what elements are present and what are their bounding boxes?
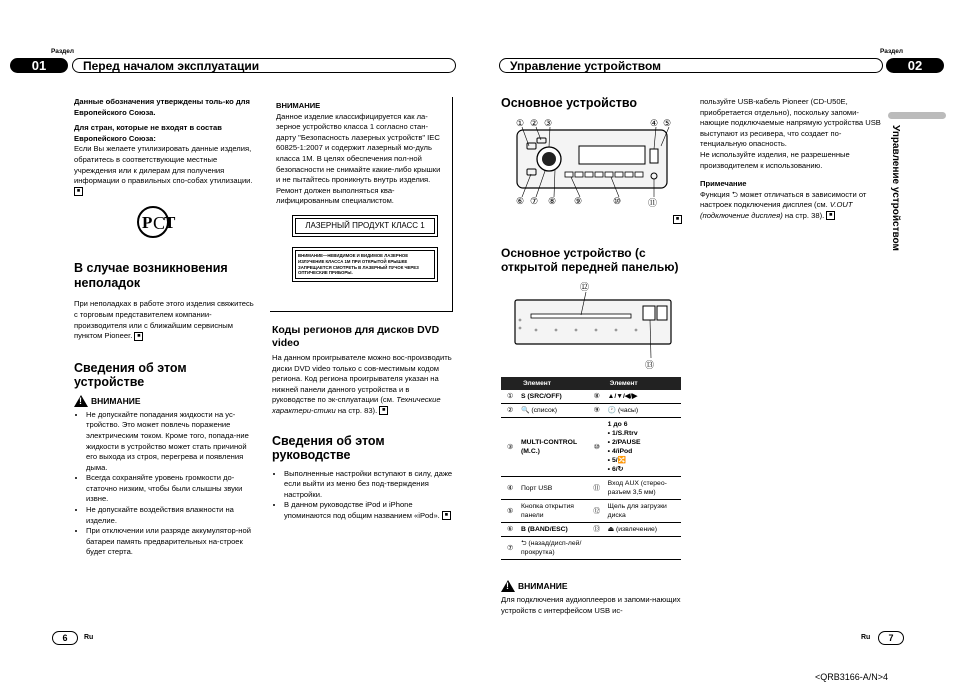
column-2-lower [272, 324, 453, 522]
table-row: ③ MULTI-CONTROL (M.C.) ⑩ 1 до 6 • 1/S.Rtrv • 2/PAUSE • 4/iPod • 5/🔀 • 6/↻ [501, 418, 681, 477]
eu-note: Данные обозначения утверждены толь-ко для Европейского Союза. [74, 97, 250, 117]
callout: ② [530, 118, 539, 128]
section-label-right: Раздел [880, 48, 904, 55]
column-1 [74, 97, 259, 558]
callout: ⑥ [516, 196, 525, 206]
list-item: • Всегда сохраняйте уровень громкости до-статочно низким, чтобы были слышны звуки извне. [86, 473, 259, 505]
open-panel-diagram [511, 280, 676, 370]
table-header: Элемент [501, 377, 588, 390]
doc-code: <QRB3166-A/N>4 [815, 672, 889, 682]
end-mark-icon: ■ [74, 187, 83, 196]
fault-text: При неполадках в работе этого изделия свяжитесь с торговым представителем компании-производителя или с ближайшим сервисным пунктом Pioneer. ■ [74, 299, 254, 341]
end-mark-icon: ■ [673, 215, 682, 224]
callout: ⑪ [648, 198, 658, 208]
manual-list [272, 469, 453, 522]
callout: ⑨ [574, 196, 583, 206]
manual-heading: Сведения об этом руководстве [272, 433, 385, 463]
device-info-heading: Сведения об этом устройстве [74, 360, 187, 390]
section-title-left: Перед началом эксплуатации [72, 58, 456, 73]
table-row: ① S (SRC/OFF) ⑧ ▲/▼/◀/▶ [501, 390, 681, 404]
warning-icon [501, 580, 515, 592]
pct-logo [136, 205, 184, 239]
callout: ⑤ [663, 118, 672, 128]
end-mark-icon: ■ [379, 406, 388, 415]
list-item: • В данном руководстве iPod и iPhone упоминаются под общим названием «iPod». ■ [284, 500, 453, 521]
usb-cable-text: пользуйте USB-кабель Pioneer (CD-U50E, приобретается отдельно), поскольку запоми-нающие подключаемые напрямую устройства USB выступают из ресивера, что создает по-тенциальную опасность. [700, 97, 881, 149]
note-text: Функция ⮌ может отличаться в зависимости от настроек подключения дисплея (см. V.OUT (подключение дисплея) на стр. 38). ■ [700, 189, 867, 220]
table-row: ⑥ B (BAND/ESC) ⑬ ⏏ (извлечение) [501, 523, 681, 537]
table-row: ② 🔍 (список) ⑨ 🕐 (часы) [501, 404, 681, 418]
section-title-right: Управление устройством [499, 58, 883, 73]
region-heading: Коды регионов для дисков DVD video [272, 324, 440, 349]
list-item: • При отключении или разряде аккумулятор-ной батареи память предварительных на-строек будет стерта. [86, 526, 259, 558]
elements-table [501, 377, 681, 560]
callout: ⑫ [580, 282, 590, 292]
open-panel-heading: Основное устройство (с открытой передней панелью) [501, 246, 679, 274]
end-mark-icon: ■ [826, 211, 835, 220]
laser-warning-title: ВНИМАНИЕ [276, 101, 321, 110]
callout: ⑧ [548, 196, 557, 206]
disposal-text: Если Вы желаете утилизировать данные изделия, обратитесь в соответствующие местные учреждения или к дилерам для получения информации о правильных спо-собах утилизации. ■ [74, 144, 253, 195]
fault-heading: В случае возникновения неполадок [74, 261, 228, 290]
usb-warning-header: ! ВНИМАНИЕ [501, 580, 568, 592]
section-number-left: 01 [10, 58, 68, 73]
callout: ③ [544, 118, 553, 128]
end-mark-icon: ■ [442, 511, 451, 520]
page-number-right: 7 [878, 631, 904, 645]
device-warnings-list [74, 410, 259, 558]
main-unit-diagram [511, 116, 676, 208]
laser-warning-box [270, 97, 453, 312]
callout: ① [516, 118, 525, 128]
list-item: • Не допускайте попадания жидкости на ус-тройство. Это может повлечь поражение электрическим током. Кроме того, попада-ние жидкости в устройство может стать причиной его выхода из строя, перегрева и появления дыма. [86, 410, 259, 474]
table-row: ④ Порт USB ⑪ Вход AUX (стерео-разъем 3,5 мм) [501, 477, 681, 500]
section-label-left: Раздел [51, 48, 75, 55]
end-mark-icon: ■ [134, 332, 143, 341]
callout: ⑦ [530, 196, 539, 206]
side-tab: Управление устройством [890, 125, 901, 251]
callout: ⑩ [613, 196, 622, 206]
laser-warning-text: Данное изделие классифицируется как ла-зерное устройство класса 1 согласно стан-дарту "Безопасность лазерных устройств" IEC 60825-1:2007 и содержит лазерный мо-дуль класса 1M. В целях обеспечения пол-ной безопасности не снимайте какие-либо крышки и не пытайтесь проникнуть внутрь изделия. Ремонт должен выполняться ква-лифицированным специалистом. [276, 111, 441, 206]
warning-icon [74, 395, 88, 407]
note-heading: Примечание [700, 179, 747, 189]
main-unit-heading: Основное устройство [501, 96, 638, 110]
region-text: На данном проигрывателе можно вос-производить диски DVD video только с сов-местимым кодом региона. Код региона проигрывателя указан на нижней панели данного устройства и в руководстве по эк-сплуатации (см. Технические характери-стики на стр. 83). ■ [272, 353, 452, 415]
unauthorized-text: Не используйте изделия, не разрешенные производителем к использованию. [700, 149, 850, 170]
svg-text:P: P [142, 213, 153, 233]
callout: ⑬ [645, 360, 655, 370]
lang-right: Ru [861, 634, 871, 641]
laser-label: ЛАЗЕРНЫЙ ПРОДУКТ КЛАСС 1 [292, 215, 438, 237]
lang-left: Ru [84, 634, 94, 641]
list-item: • Не допускайте воздействия влажности на изделие. [86, 505, 259, 526]
table-header: Элемент [588, 377, 681, 390]
usb-warning-text: Для подключения аудиоплееров и запоми-нающих устройств с интерфейсом USB ис- [501, 595, 681, 615]
elements-table-wrap [501, 377, 681, 560]
page-number-left: 6 [52, 631, 78, 645]
table-row: ⑦ ⮌ (назад/дисп-лей/прокрутка) [501, 537, 681, 560]
laser-caution-label: ВНИМАНИЕ—НЕВИДИМОЕ И ВИДИМОЕ ЛАЗЕРНОЕ ИЗЛУЧЕНИЕ КЛАССА 1M ПРИ ОТКРЫТОЙ КРЫШКЕ ЗАПРЕЩАЕТСЯ СМОТРЕТЬ В ЛАЗЕРНЫЙ ПУЧОК ЧЕРЕЗ ОПТИЧЕСКИЕ ПРИБОРЫ. [292, 247, 438, 282]
callout: ④ [650, 118, 659, 128]
section-number-right: 02 [886, 58, 944, 73]
side-tab-bar [888, 112, 946, 119]
svg-text:T: T [164, 213, 176, 233]
warning-header: ! ВНИМАНИЕ [74, 395, 259, 407]
non-eu-heading: Для стран, которые не входят в состав Европейского Союза: [74, 123, 222, 143]
svg-text:C: C [153, 213, 166, 234]
table-row: ⑤ Кнопка открытия панели ⑫ Щель для загрузки диска [501, 500, 681, 523]
list-item: • Выполненные настройки вступают в силу, даже если выйти из меню без под-тверждения настройки. [284, 469, 453, 501]
column-4 [700, 97, 882, 222]
